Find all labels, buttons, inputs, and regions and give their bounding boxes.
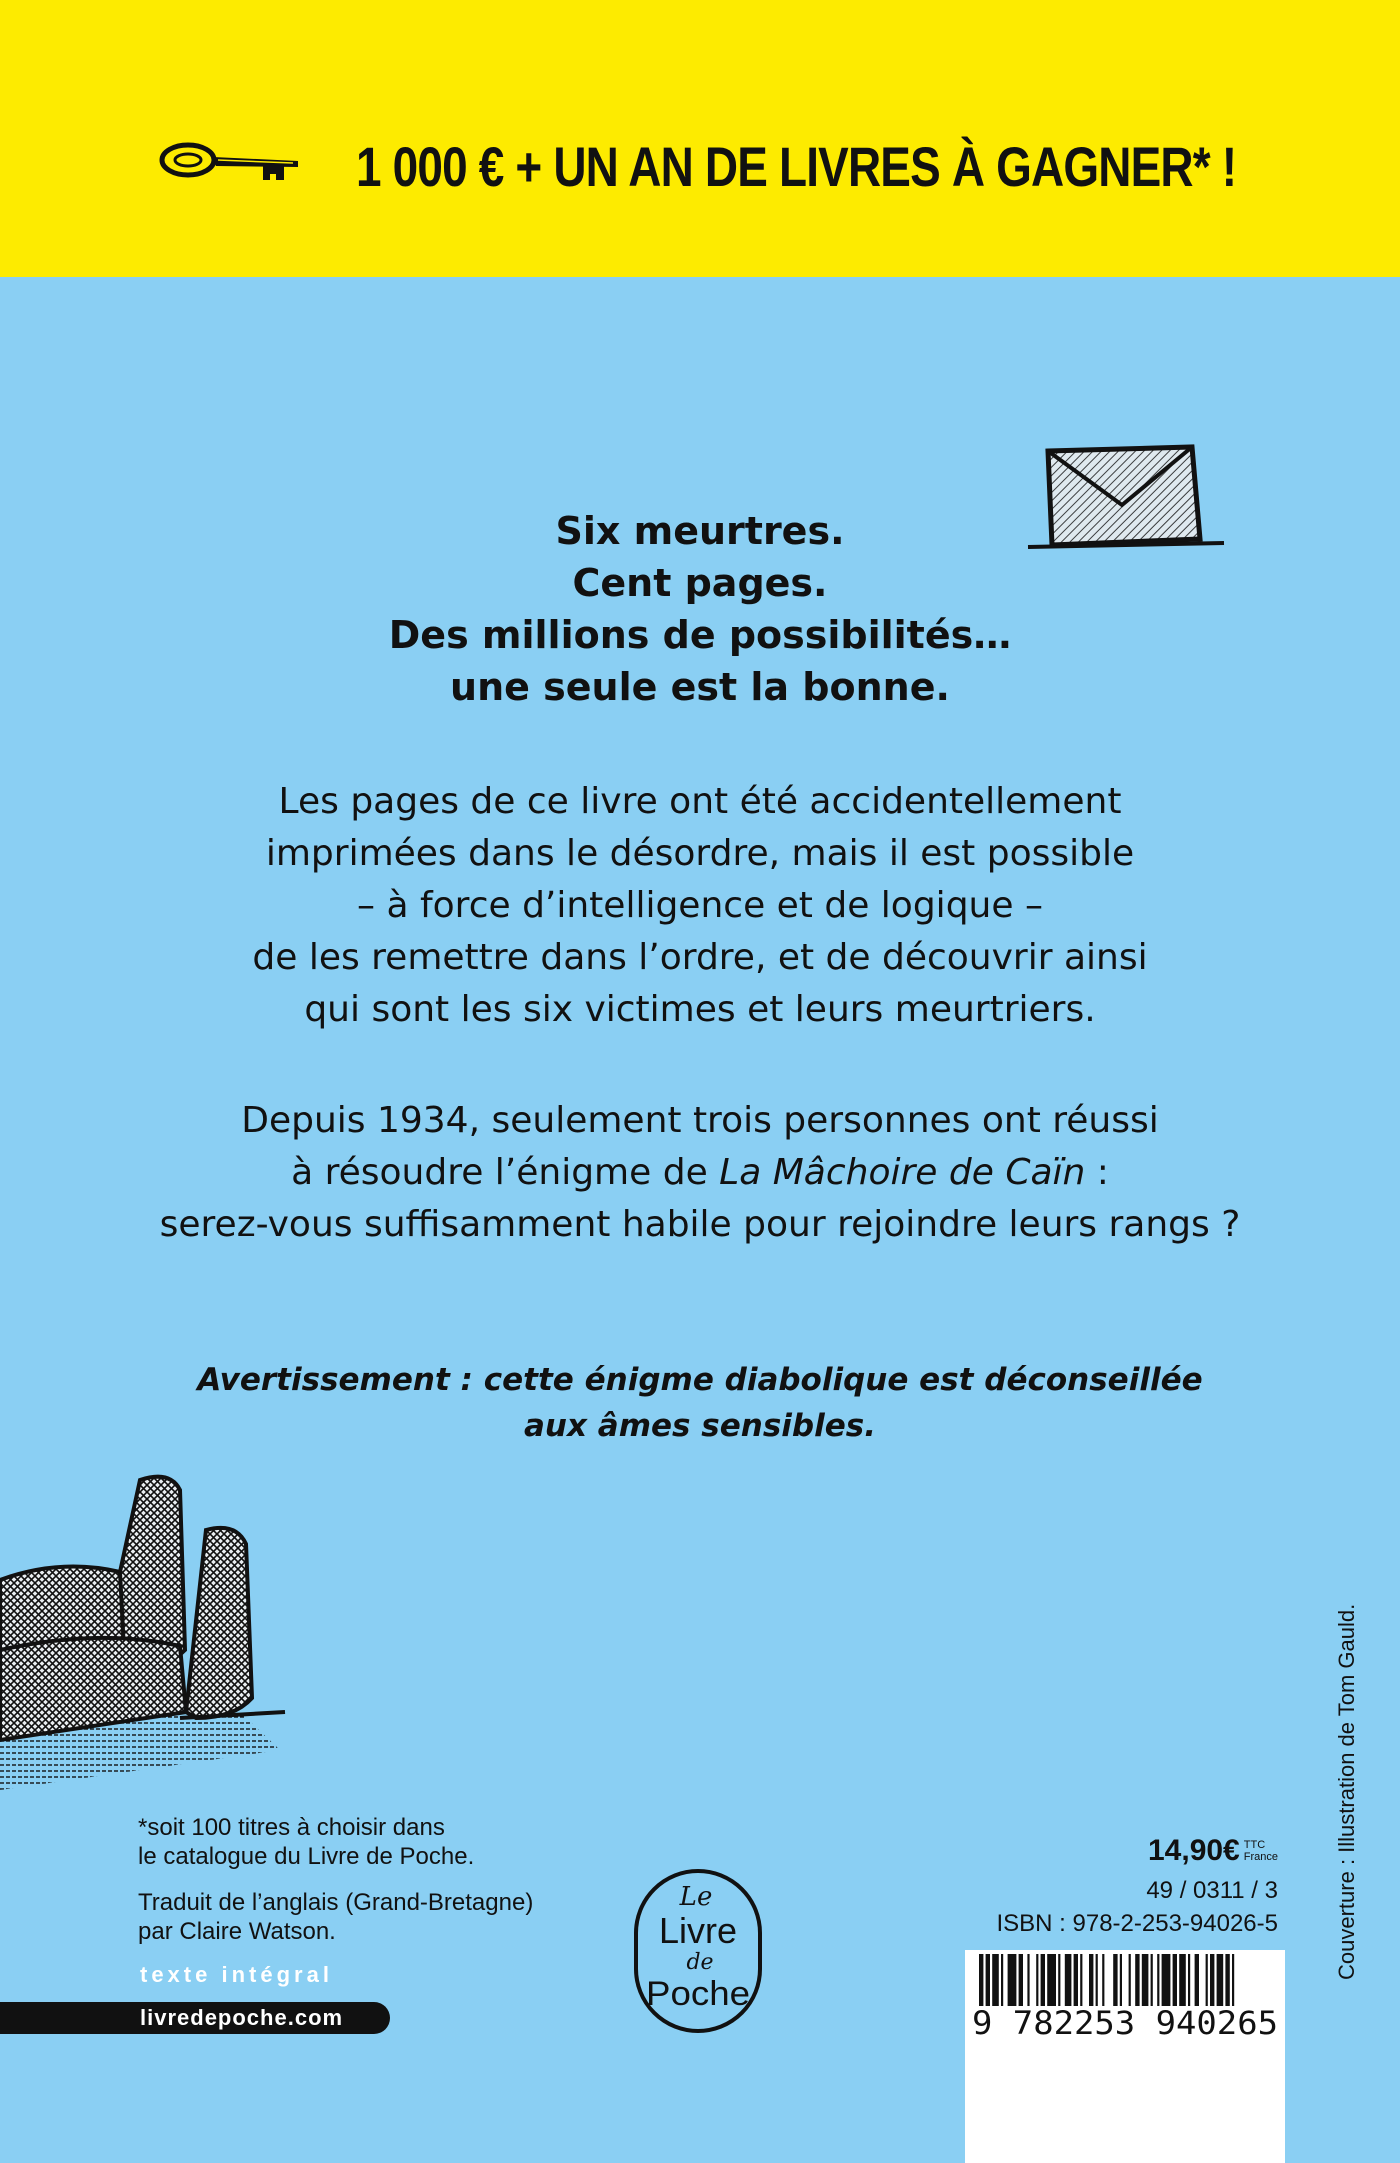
barcode-bars <box>979 1954 1234 2006</box>
barcode-bar <box>1120 1954 1122 2006</box>
barcode-bar <box>986 1954 990 2006</box>
tagline-line: une seule est la bonne. <box>450 665 950 709</box>
tagline-line: Cent pages. <box>572 561 828 605</box>
description-line: imprimées dans le désordre, mais il est possible <box>265 833 1135 874</box>
barcode-bar <box>1027 1954 1029 2006</box>
barcode-bar <box>1036 1954 1038 2006</box>
logo-word: de <box>686 1950 714 1975</box>
description-line: – à force d’intelligence et de logique – <box>357 885 1043 926</box>
barcode-bar <box>1129 1954 1131 2006</box>
description-line: Les pages de ce livre ont été accidentellement <box>278 781 1122 822</box>
history-text: à résoudre l’énigme de <box>291 1152 720 1193</box>
website-link[interactable]: livredepoche.com <box>0 2002 390 2034</box>
price-tax <box>1244 1839 1278 1863</box>
barcode-digits: 9 782253 940265 <box>972 2004 1278 2042</box>
barcode-bar <box>1162 1954 1171 2006</box>
barcode-bar <box>1142 1954 1149 2006</box>
tax-label: TTC <box>1243 1839 1266 1851</box>
barcode-bar <box>1058 1954 1060 2006</box>
translator-line: par Claire Watson. <box>138 1918 336 1945</box>
warning-text <box>150 1357 1250 1449</box>
book-title: La Mâchoire de Caïn <box>719 1152 1086 1193</box>
footnote-line: le catalogue du Livre de Poche. <box>138 1843 475 1870</box>
price-amount: 14,90€ <box>1147 1834 1240 1867</box>
logo-word: Livre <box>658 1910 738 1951</box>
price-block <box>900 1834 1278 1940</box>
contest-banner <box>0 0 1400 277</box>
barcode-bar <box>1173 1954 1177 2006</box>
logo-word: Poche <box>646 1975 750 2013</box>
description-line: qui sont les six victimes et leurs meurtriers. <box>304 989 1096 1030</box>
barcode-bar <box>1151 1954 1153 2006</box>
history-line <box>120 1147 1280 1199</box>
warning-line: aux âmes sensibles. <box>524 1408 876 1444</box>
tagline <box>300 505 1100 713</box>
description-paragraph <box>120 776 1280 1036</box>
warning-line: Avertissement : cette énigme diabolique est déconseillée <box>197 1362 1203 1398</box>
description-line: de les remettre dans l’ordre, et de découvrir ainsi <box>252 937 1148 978</box>
price-country: France <box>1243 1851 1278 1863</box>
barcode-graphic <box>965 1950 1285 2163</box>
barcode-bar <box>1019 1954 1023 2006</box>
barcode-bar <box>1113 1954 1117 2006</box>
translator-line: Traduit de l’anglais (Grand-Bretagne) <box>138 1889 534 1916</box>
barcode <box>965 1950 1285 2163</box>
tagline-line: Six meurtres. <box>555 509 845 553</box>
contest-headline: 1 000 € + UN AN DE LIVRES À GAGNER* ! <box>356 135 1237 198</box>
barcode-bar <box>1179 1954 1186 2006</box>
barcode-bar <box>1074 1954 1078 2006</box>
barcode-bar <box>979 1954 983 2006</box>
barcode-bar <box>1096 1954 1098 2006</box>
barcode-bar <box>1135 1954 1139 2006</box>
barcode-bar <box>1047 1954 1056 2006</box>
cover-credit: Couverture : Illustration de Tom Gauld. <box>1334 1603 1359 1980</box>
history-line: serez-vous suffisamment habile pour rejoindre leurs rangs ? <box>159 1204 1241 1245</box>
barcode-bar <box>1008 1954 1017 2006</box>
barcode-bar <box>1102 1954 1104 2006</box>
barcode-bar <box>1188 1954 1190 2006</box>
barcode-bar <box>992 1954 999 2006</box>
key-icon <box>158 136 304 188</box>
footnote-line: *soit 100 titres à choisir dans <box>138 1814 445 1841</box>
legs-illustration <box>0 1450 300 1790</box>
prize-footnote <box>138 1813 608 1871</box>
tagline-line: Des millions de possibilités… <box>388 613 1012 657</box>
barcode-bar <box>1080 1954 1082 2006</box>
history-text: : <box>1085 1152 1109 1193</box>
barcode-bar <box>1206 1954 1208 2006</box>
translator-credit <box>138 1888 608 1946</box>
barcode-bar <box>1089 1954 1093 2006</box>
barcode-bar <box>1001 1954 1003 2006</box>
barcode-bar <box>1041 1954 1045 2006</box>
history-line: Depuis 1934, seulement trois personnes ont réussi <box>241 1100 1159 1141</box>
product-code: 49 / 0311 / 3 <box>1146 1877 1278 1904</box>
isbn-number: ISBN : 978-2-253-94026-5 <box>996 1910 1278 1937</box>
publisher-logo <box>632 1867 764 2035</box>
barcode-bar <box>1217 1954 1224 2006</box>
barcode-bar <box>1065 1954 1072 2006</box>
history-paragraph <box>120 1095 1280 1251</box>
barcode-bar <box>1225 1954 1229 2006</box>
barcode-bar <box>1157 1954 1159 2006</box>
edition-label: texte intégral <box>140 1962 333 1987</box>
barcode-bar <box>1232 1954 1234 2006</box>
price-line <box>900 1834 1278 1874</box>
logo-word: Le <box>679 1882 713 1912</box>
barcode-bar <box>1210 1954 1214 2006</box>
barcode-bar <box>1195 1954 1199 2006</box>
